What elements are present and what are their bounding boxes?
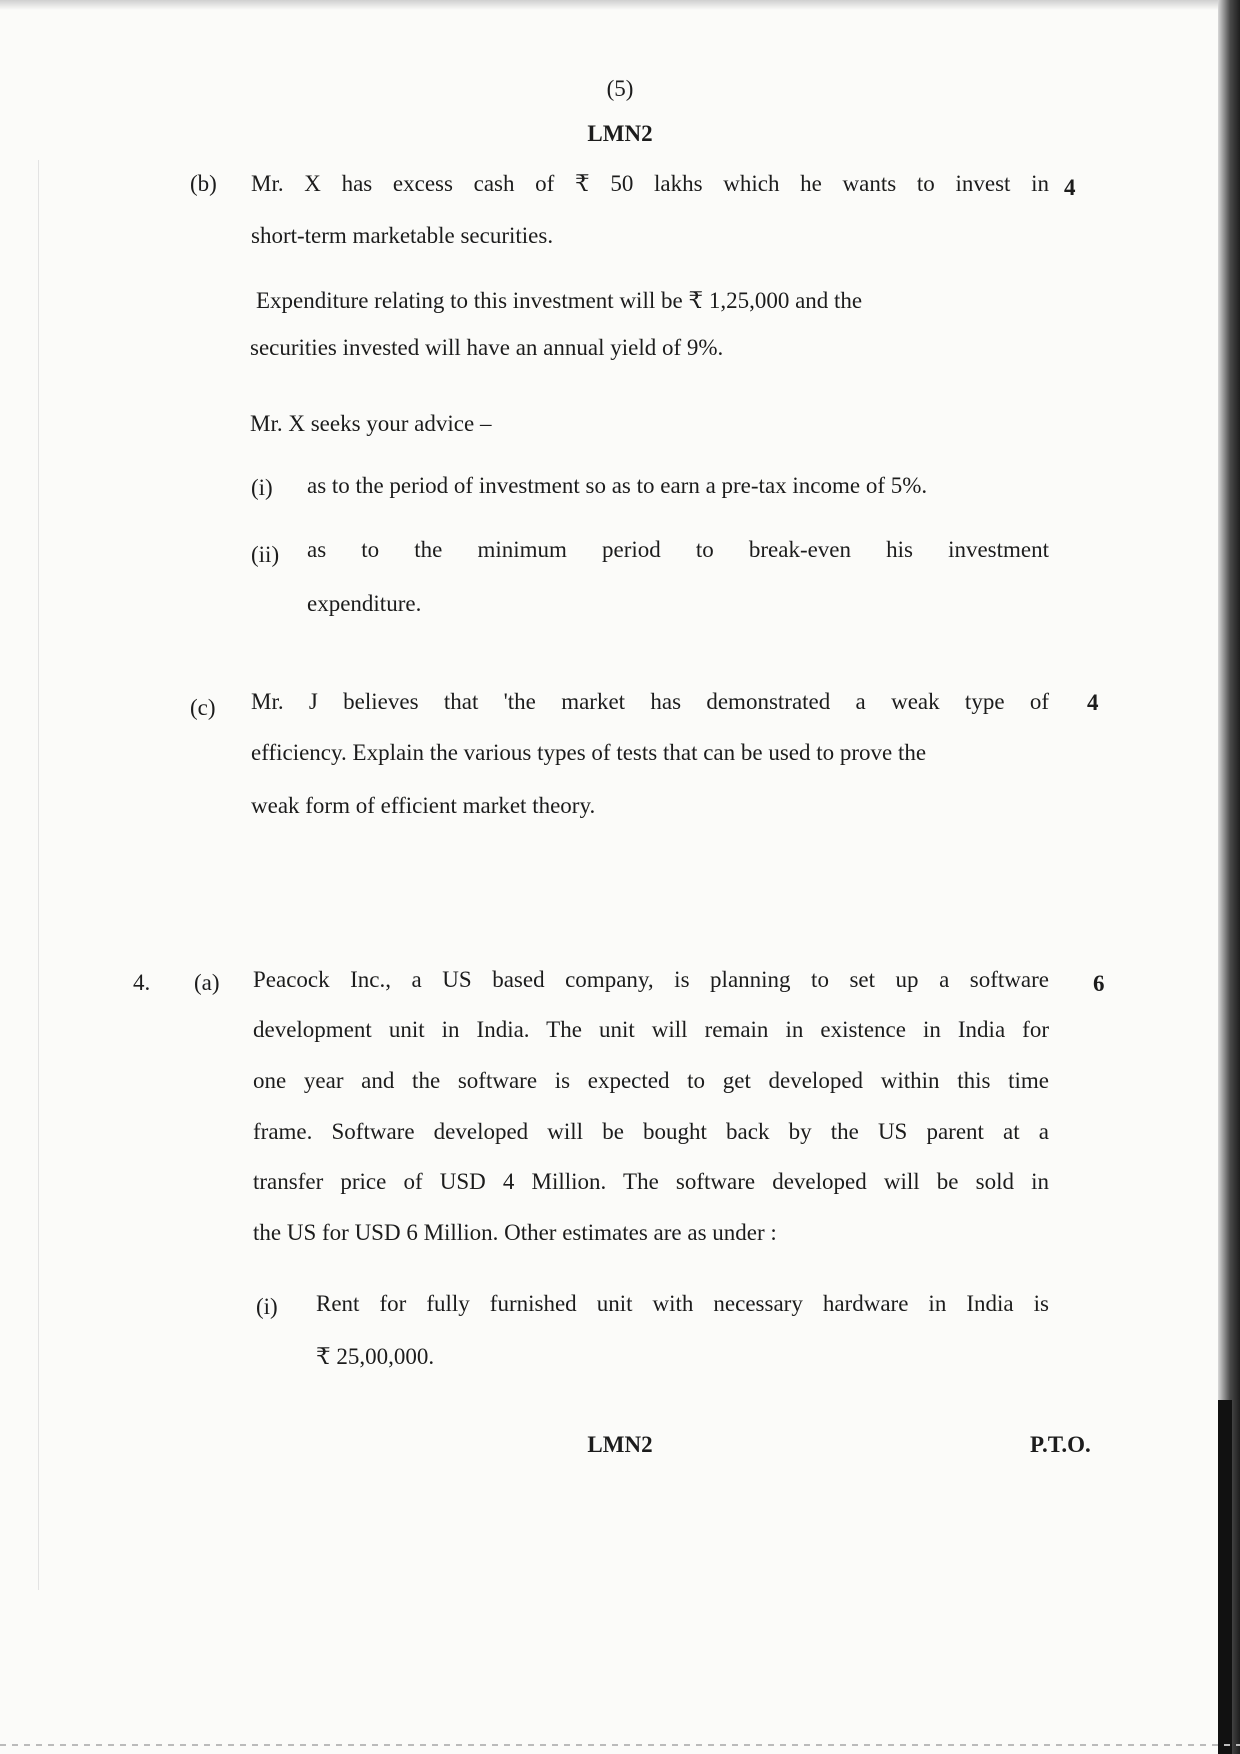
page-number: (5) [606,76,634,101]
q3b-para3: Mr. X seeks your advice – [250,411,492,436]
top-edge-shadow [0,0,1240,10]
paper-code-header: LMN2 [587,121,653,146]
q3b-label: (b) [190,171,217,196]
paper-code-footer: LMN2 [587,1432,653,1457]
q3b-para2-line2: securities invested will have an annual yield of 9%. [250,335,724,360]
binding-edge [1218,1400,1232,1754]
q3b-line1: Mr. X has excess cash of ₹ 50 lakhs which he wants to invest in [251,171,1049,196]
q4a-line6: the US for USD 6 Million. Other estimates are as under : [253,1220,777,1245]
q3b-line2: short-term marketable securities. [251,223,554,248]
q4a-line2: development unit in India. The unit will remain in existence in India for [253,1017,1049,1042]
left-margin-line [38,160,39,1590]
q3c-line2: efficiency. Explain the various types of tests that can be used to prove the [251,740,927,765]
q4a-label: (a) [194,970,220,995]
q4a-item-i-line2: ₹ 25,00,000. [316,1344,435,1369]
q3b-item-ii-line1: as to the minimum period to break-even his investment [307,537,1049,562]
q3b-marks: 4 [1064,175,1076,200]
q4a-item-i-label: (i) [256,1294,278,1319]
q3c-line1: Mr. J believes that 'the market has demonstrated a weak type of [251,689,1049,714]
q3b-item-ii-line2: expenditure. [307,591,422,616]
q3b-para2-line1: Expenditure relating to this investment will be ₹ 1,25,000 and the [256,288,863,313]
q4a-line5: transfer price of USD 4 Million. The software developed will be sold in [253,1169,1049,1194]
q4a-line1: Peacock Inc., a US based company, is planning to set up a software [253,967,1049,992]
q3b-item-ii-label: (ii) [251,542,280,567]
q4a-line4: frame. Software developed will be bought back by the US parent at a [253,1119,1049,1144]
q3c-line3: weak form of efficient market theory. [251,793,596,818]
q4a-marks: 6 [1093,971,1105,996]
q3b-item-i-text: as to the period of investment so as to earn a pre-tax income of 5%. [307,473,928,498]
bottom-perforation [0,1744,1240,1746]
q4-number: 4. [133,970,151,995]
q4a-line3: one year and the software is expected to get developed within this time [253,1068,1049,1093]
q3c-marks: 4 [1087,690,1099,715]
pto-label: P.T.O. [1030,1432,1091,1457]
q3c-label: (c) [190,695,216,720]
q4a-item-i-line1: Rent for fully furnished unit with necessary hardware in India is [316,1291,1049,1316]
q3b-item-i-label: (i) [251,475,273,500]
